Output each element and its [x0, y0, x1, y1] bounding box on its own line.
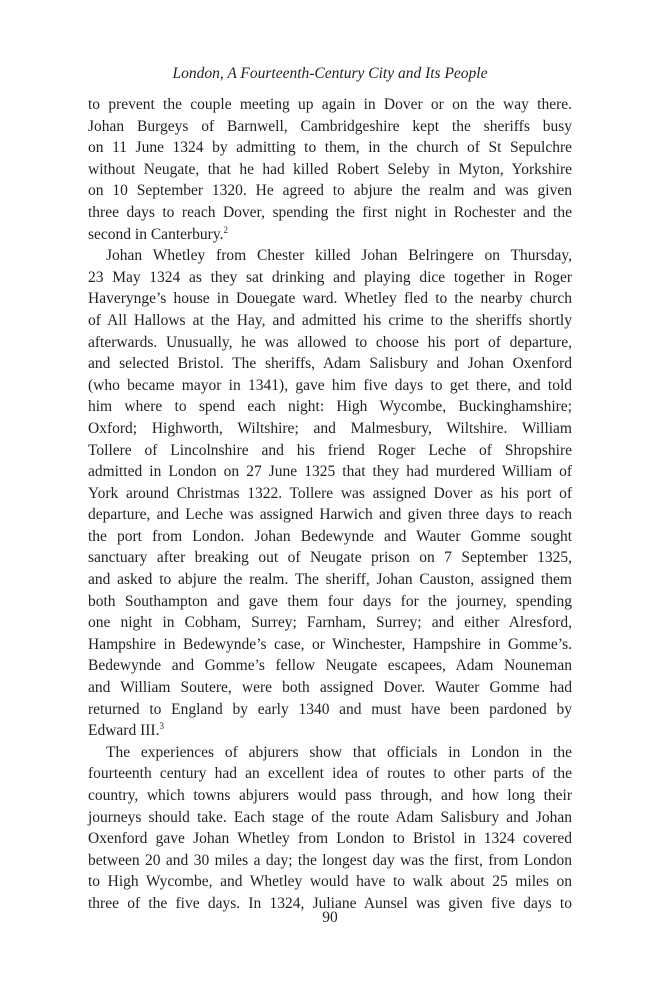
text-line: Oxenford gave Johan Whetley from London to Bristol in 1324 covered: [88, 830, 572, 848]
text-line: 23 May 1324 as they sat drinking and playing dice together in Roger: [88, 268, 572, 286]
text-line: one night in Cobham, Surrey; Farnham, Surrey; and either Alresford,: [88, 614, 572, 632]
text-line: and selected Bristol. The sheriffs, Adam Salisbury and Johan Oxenford: [88, 355, 572, 373]
book-page: [88, 0, 572, 981]
text-line: The experiences of abjurers show that officials in London in the: [106, 743, 572, 761]
text-line: three of the five days. In 1324, Juliane Aunsel was given five days to: [88, 894, 572, 912]
text-line: afterwards. Unusually, he was allowed to choose his port of departure,: [88, 333, 572, 351]
text-line: (who became mayor in 1341), gave him five days to get there, and told: [88, 376, 572, 394]
text-line: Hampshire in Bedewynde’s case, or Winchester, Hampshire in Gomme’s.: [88, 635, 572, 653]
text-line: the port from London. Johan Bedewynde and Wauter Gomme sought: [88, 527, 572, 545]
text-line: departure, and Leche was assigned Harwich and given three days to reach: [88, 506, 572, 524]
text-line: and asked to abjure the realm. The sheriff, Johan Causton, assigned them: [88, 571, 572, 589]
text-line: between 20 and 30 miles a day; the longest day was the first, from London: [88, 851, 572, 869]
text-line: of All Hallows at the Hay, and admitted his crime to the sheriffs shortly: [88, 311, 572, 329]
text-line: Johan Burgeys of Barnwell, Cambridgeshire kept the sheriffs busy: [88, 117, 572, 135]
paragraph: [88, 94, 572, 245]
text-line: fourteenth century had an excellent idea of routes to other parts of the: [88, 765, 572, 783]
body-text: [88, 94, 572, 915]
text-line: Bedewynde and Gomme’s fellow Neugate escapees, Adam Nouneman: [88, 657, 572, 675]
text-line: him where to spend each night: High Wycombe, Buckinghamshire;: [88, 398, 572, 416]
text-line: Haverynge’s house in Douegate ward. Whetley fled to the nearby church: [88, 290, 572, 308]
text-line: Tollere of Lincolnshire and his friend Roger Leche of Shropshire: [88, 441, 572, 459]
text-line: sanctuary after breaking out of Neugate prison on 7 September 1325,: [88, 549, 572, 567]
running-head: London, A Fourteenth-Century City and Its People: [172, 65, 488, 82]
text-line: three days to reach Dover, spending the first night in Rochester and the: [88, 203, 572, 221]
text-line: to prevent the couple meeting up again in Dover or on the way there.: [88, 96, 572, 113]
text-line: both Southampton and gave them four days for the journey, spending: [88, 592, 572, 610]
text-line: without Neugate, that he had killed Robert Seleby in Myton, Yorkshire: [88, 160, 572, 178]
text-line: journeys should take. Each stage of the route Adam Salisbury and Johan: [88, 808, 572, 826]
text-line: to High Wycombe, and Whetley would have to walk about 25 miles on: [88, 873, 572, 891]
paragraph: [88, 742, 572, 915]
text-line: second in Canterbury.$^2$: [88, 224, 228, 243]
text-line: Edward III.$^3$: [88, 721, 164, 740]
text-line: returned to England by early 1340 and must have been pardoned by: [88, 700, 572, 718]
paragraph: [88, 245, 572, 742]
footnote-marker[interactable]: 3: [159, 721, 164, 732]
text-line: York around Christmas 1322. Tollere was assigned Dover as his port of: [88, 484, 572, 502]
page-number: 90: [322, 909, 338, 926]
text-line: country, which towns abjurers would pass through, and how long their: [88, 787, 572, 804]
text-line: on 10 September 1320. He agreed to abjure the realm and was given: [88, 182, 572, 200]
text-line: and William Soutere, were both assigned Dover. Wauter Gomme had: [88, 679, 572, 697]
text-line: on 11 June 1324 by admitting to them, in the church of St Sepulchre: [88, 139, 572, 157]
text-line: admitted in London on 27 June 1325 that they had murdered William of: [88, 463, 572, 481]
text-line: Oxford; Highworth, Wiltshire; and Malmesbury, Wiltshire. William: [88, 419, 572, 437]
text-line: Johan Whetley from Chester killed Johan Belringere on Thursday,: [106, 247, 572, 265]
footnote-marker[interactable]: 2: [223, 224, 228, 235]
